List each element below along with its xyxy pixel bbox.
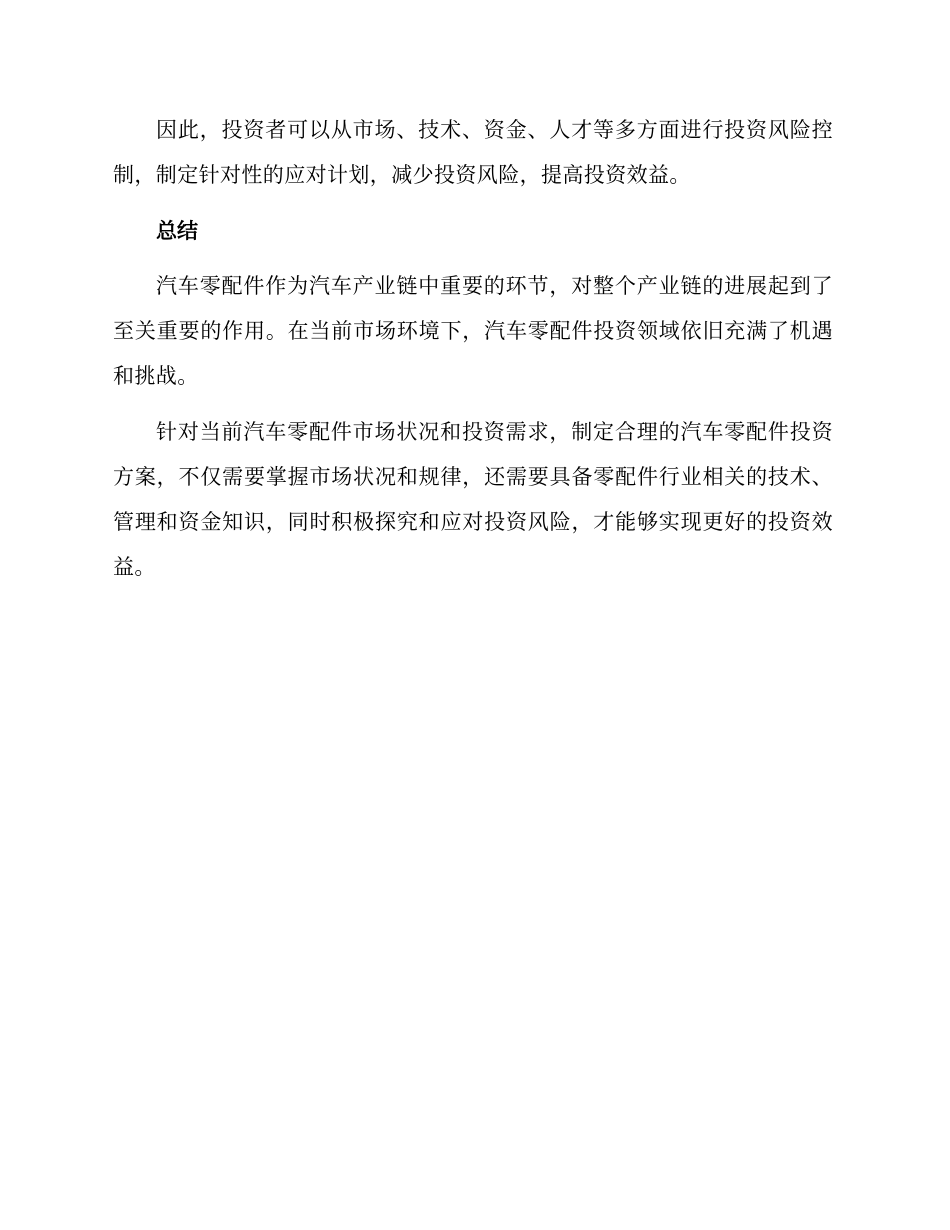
paragraph-risk-control: 因此，投资者可以从市场、技术、资金、人才等多方面进行投资风险控制，制定针对性的应对计划，减少投资风险，提高投资效益。: [113, 118, 833, 187]
paragraph-investment-plan: 针对当前汽车零配件市场状况和投资需求，制定合理的汽车零配件投资方案，不仅需要掌握市场状况和规律，还需要具备零配件行业相关的技术、管理和资金知识，同时积极探究和应对投资风险，才能够实现更好的投资效益。: [113, 420, 833, 579]
paragraph-summary-overview: 汽车零配件作为汽车产业链中重要的环节，对整个产业链的进展起到了至关重要的作用。在当前市场环境下，汽车零配件投资领域依旧充满了机遇和挑战。: [113, 274, 833, 388]
document-body: [113, 108, 833, 601]
section-heading-summary: 总结: [156, 219, 198, 243]
